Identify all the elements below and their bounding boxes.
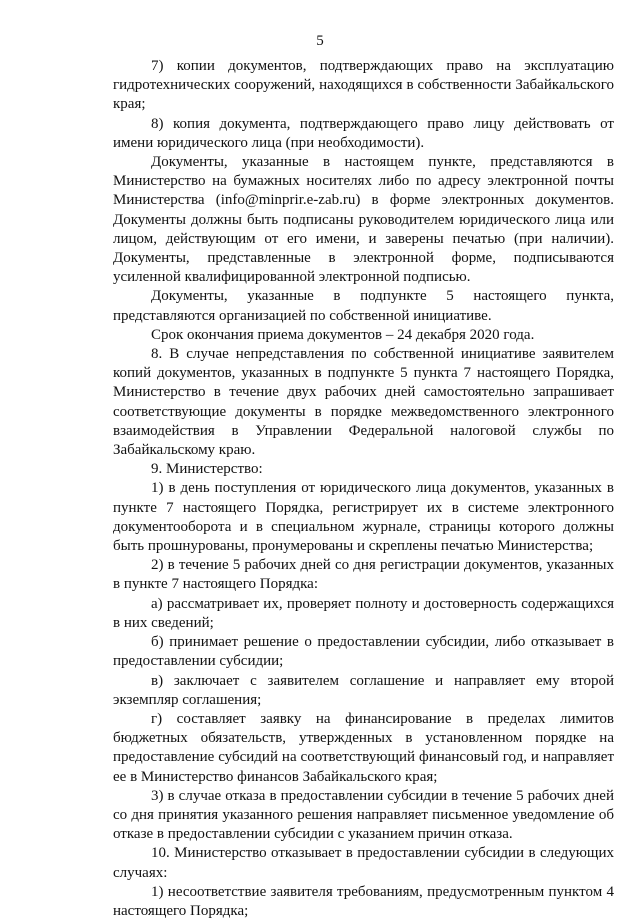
paragraph-documents-own-initiative: Документы, указанные в подпункте 5 настоящего пункта, представляются организацией по собственной инициативе.	[113, 288, 614, 324]
page-number: 5	[316, 33, 324, 49]
paragraph-clause-9-3: 3) в случае отказа в предоставлении субсидии в течение 5 рабочих дней со дня принятия указанного решения направляет письменное уведомление об отказе в предоставлении субсидии с указанием причин отказа.	[113, 787, 614, 843]
document-body	[113, 57, 614, 921]
paragraph-clause-9-heading: 9. Министерство:	[151, 461, 263, 478]
paragraph-item-8: 8) копия документа, подтверждающего право лицу действовать от имени юридического лица (при необходимости).	[113, 115, 614, 151]
paragraph-clause-9-2-g: г) составляет заявку на финансирование в пределах лимитов бюджетных обязательств, утвержденных в установленном порядке на предоставление субсидий на соответствующий финансовый год, и направляет ее в Министерство финансов Забайкальского края;	[113, 710, 614, 785]
paragraph-clause-9-2-b: б) принимает решение о предоставлении субсидии, либо отказывает в предоставлении субсидии;	[113, 634, 614, 670]
paragraph-item-7: 7) копии документов, подтверждающих право на эксплуатацию гидротехнических сооружений, находящихся в собственности Забайкальского края;	[113, 58, 614, 113]
paragraph-deadline: Срок окончания приема документов – 24 декабря 2020 года.	[151, 326, 535, 343]
paragraph-documents-submission: Документы, указанные в настоящем пункте, представляются в Министерство на бумажных носителях либо по адресу электронной почты Министерства (info@minprir.e-zab.ru) в форме электронных документов. Документы должны быть подписаны руководителем юридического лица или лицом, действующим от его имени, и заверены печатью (при наличии). Документы, представленные в электронной форме, подписываются усиленной квалифицированной электронной подписью.	[113, 154, 614, 286]
paragraph-clause-10-heading: 10. Министерство отказывает в предоставлении субсидии в следующих случаях:	[113, 845, 614, 881]
paragraph-clause-8: 8. В случае непредставления по собственной инициативе заявителем копий документов, указанных в подпункте 5 пункта 7 настоящего Порядка, Министерство в течение двух рабочих дней самостоятельно запрашивает соответствующие документы в порядке межведомственного электронного взаимодействия в Управлении Федеральной налоговой службы по Забайкальскому краю.	[113, 346, 614, 459]
paragraph-clause-9-1: 1) в день поступления от юридического лица документов, указанных в пункте 7 настоящего Порядка, регистрирует их в системе электронного документооборота и в специальном журнале, страницы которого должны быть прошнурованы, пронумерованы и скреплены печатью Министерства;	[113, 480, 614, 555]
paragraph-clause-10-1: 1) несоответствие заявителя требованиям, предусмотренным пунктом 4 настоящего Порядка;	[113, 883, 614, 919]
paragraph-clause-9-2: 2) в течение 5 рабочих дней со дня регистрации документов, указанных в пункте 7 настоящего Порядка:	[113, 557, 614, 593]
paragraph-clause-9-2-a: а) рассматривает их, проверяет полноту и достоверность содержащихся в них сведений;	[113, 595, 614, 631]
paragraph-clause-9-2-v: в) заключает с заявителем соглашение и направляет ему второй экземпляр соглашения;	[113, 672, 614, 708]
